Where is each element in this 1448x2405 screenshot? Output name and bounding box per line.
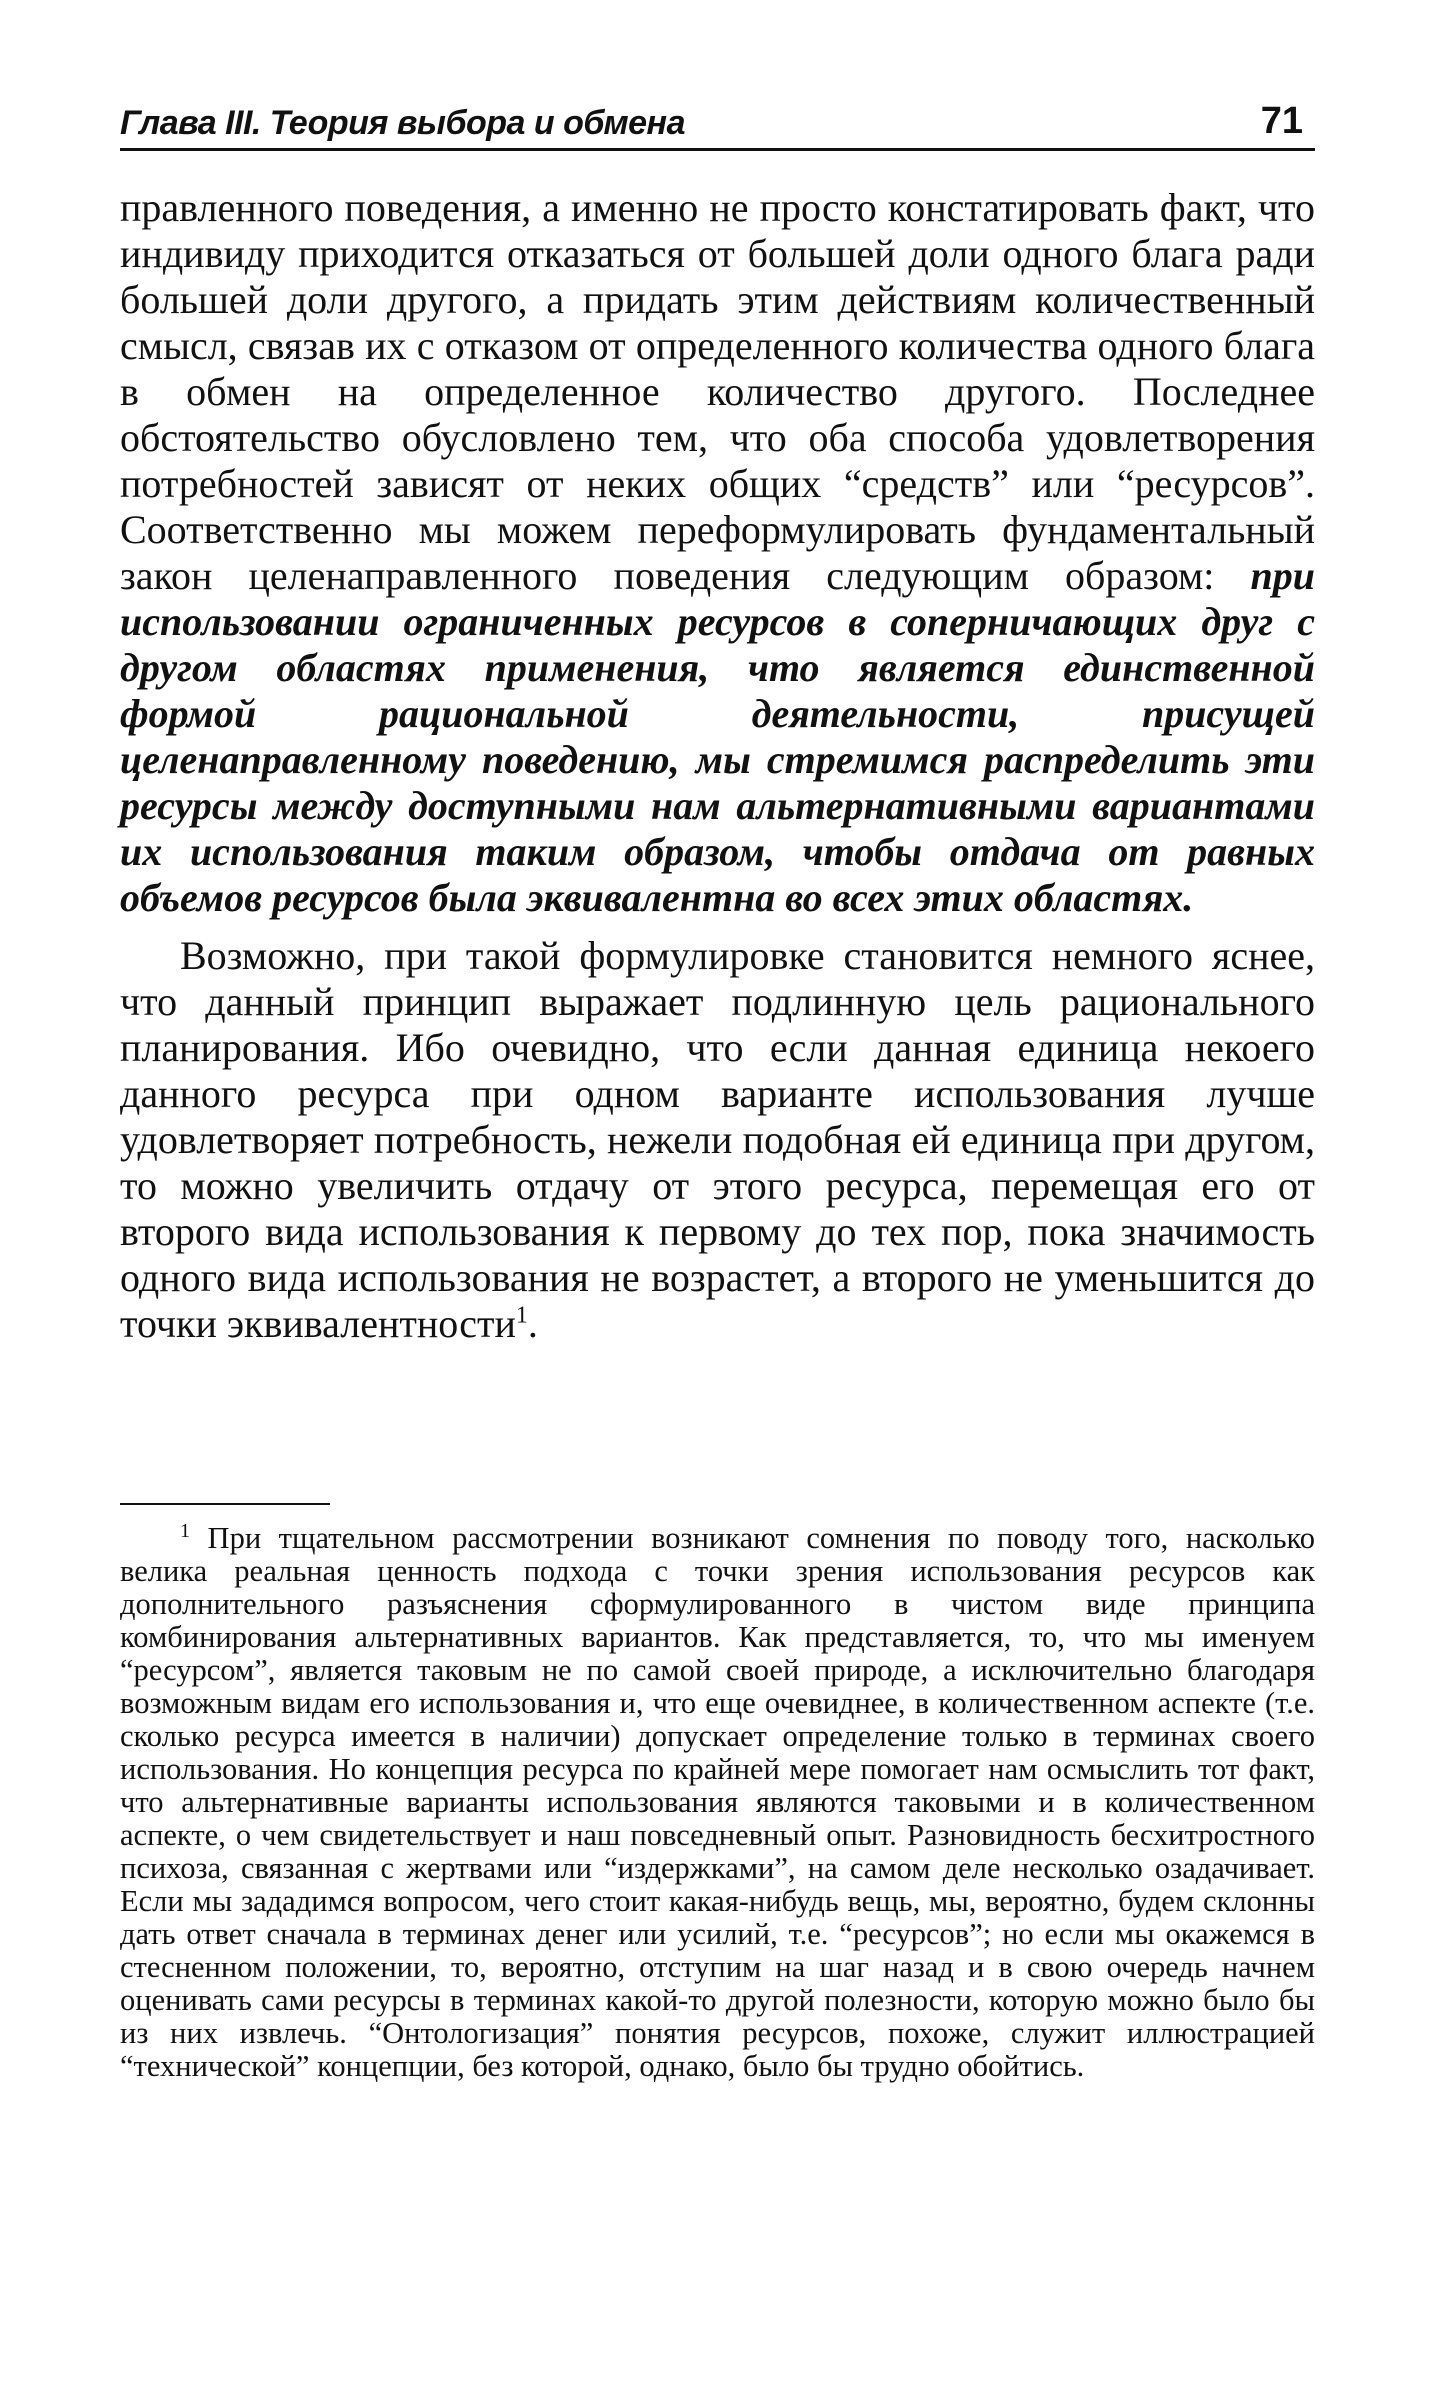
body-text (120, 185, 1315, 1347)
footnote-rule (120, 1503, 330, 1505)
running-title: Глава III. Теория выбора и обмена (120, 104, 685, 142)
page-number: 71 (1260, 100, 1303, 142)
paragraph-1-emphasis: при использовании ограниченных ресурсов в соперничающих друг с другом областях применения, что является единственной формой рациональной деятельности, присущей целенаправленному поведению, мы стремимся распределить эти ресурсы между доступными нам альтернативными вариантами их использования таким образом, чтобы отдача от равных объемов ресурсов была эквивалентна во всех этих областях. (120, 553, 1315, 920)
paragraph-2-end: . (527, 1301, 538, 1346)
running-head (120, 100, 1315, 151)
paragraph-2-text: Возможно, при такой формулировке становится немного яснее, что данный принцип выражает подлинную цель рационального планирования. Ибо очевидно, что если данная единица некоего данного ресурса при одном варианте использования лучше удовлетворяет потребность, нежели подобная ей единица при другом, то можно увеличить отдачу от этого ресурса, перемещая его от второго вида использования к первому до тех пор, пока значимость одного вида использования не возрастет, а второго не уменьшится до точки эквивалентности (120, 933, 1315, 1346)
footnote-reference: 1 (515, 1302, 528, 1329)
footnote-marker: 1 (180, 1519, 190, 1542)
paragraph-1-text: правленного поведения, а именно не просто констатировать факт, что индивиду приходится отказаться от большей доли одного блага ради большей доли другого, а придать этим действиям количественный смысл, связав их с отказом от определенного количества одного блага в обмен на определенное количество другого. Последнее обстоятельство обусловлено тем, что оба способа удовлетворения потребностей зависят от неких общих “средств” или “ресурсов”. Соответственно мы можем переформулировать фундаментальный закон целенаправленного поведения следующим образом: (120, 185, 1315, 598)
footnote-text: При тщательном рассмотрении возникают сомнения по поводу того, насколько велика реальная ценность подхода с точки зрения использования ресурсов как дополнительного разъяснения сформулированного в чистом виде принципа комбинирования альтернативных вариантов. Как представляется, то, что мы именуем “ресурсом”, является таковым не по самой своей природе, а исключительно благодаря возможным видам его использования и, что еще очевиднее, в количественном аспекте (т.е. сколько ресурса имеется в наличии) допускает определение только в терминах своего использования. Но концепция ресурса по крайней мере помогает нам осмыслить тот факт, что альтернативные варианты использования являются таковыми и в количественном аспекте, о чем свидетельствует и наш повседневный опыт. Разновидность бесхитростного психоза, связанная с жертвами или “издержками”, на самом деле несколько озадачивает. Если мы зададимся вопросом, чего стоит какая-нибудь вещь, мы, вероятно, будем склонны дать ответ сначала в терминах денег или усилий, т.е. “ресурсов”; но если мы окажемся в стесненном положении, то, вероятно, отступим на шаг назад и в свою очередь начнем оценивать сами ресурсы в терминах какой-то другой полезности, которую можно было бы из них извлечь. “Онтологизация” понятия ресурсов, похоже, служит иллюстрацией “технической” концепции, без которой, однако, было бы трудно обойтись. (120, 1521, 1315, 2083)
footnote (120, 1519, 1315, 2083)
paragraph-1 (120, 185, 1315, 921)
paragraph-2 (120, 933, 1315, 1347)
